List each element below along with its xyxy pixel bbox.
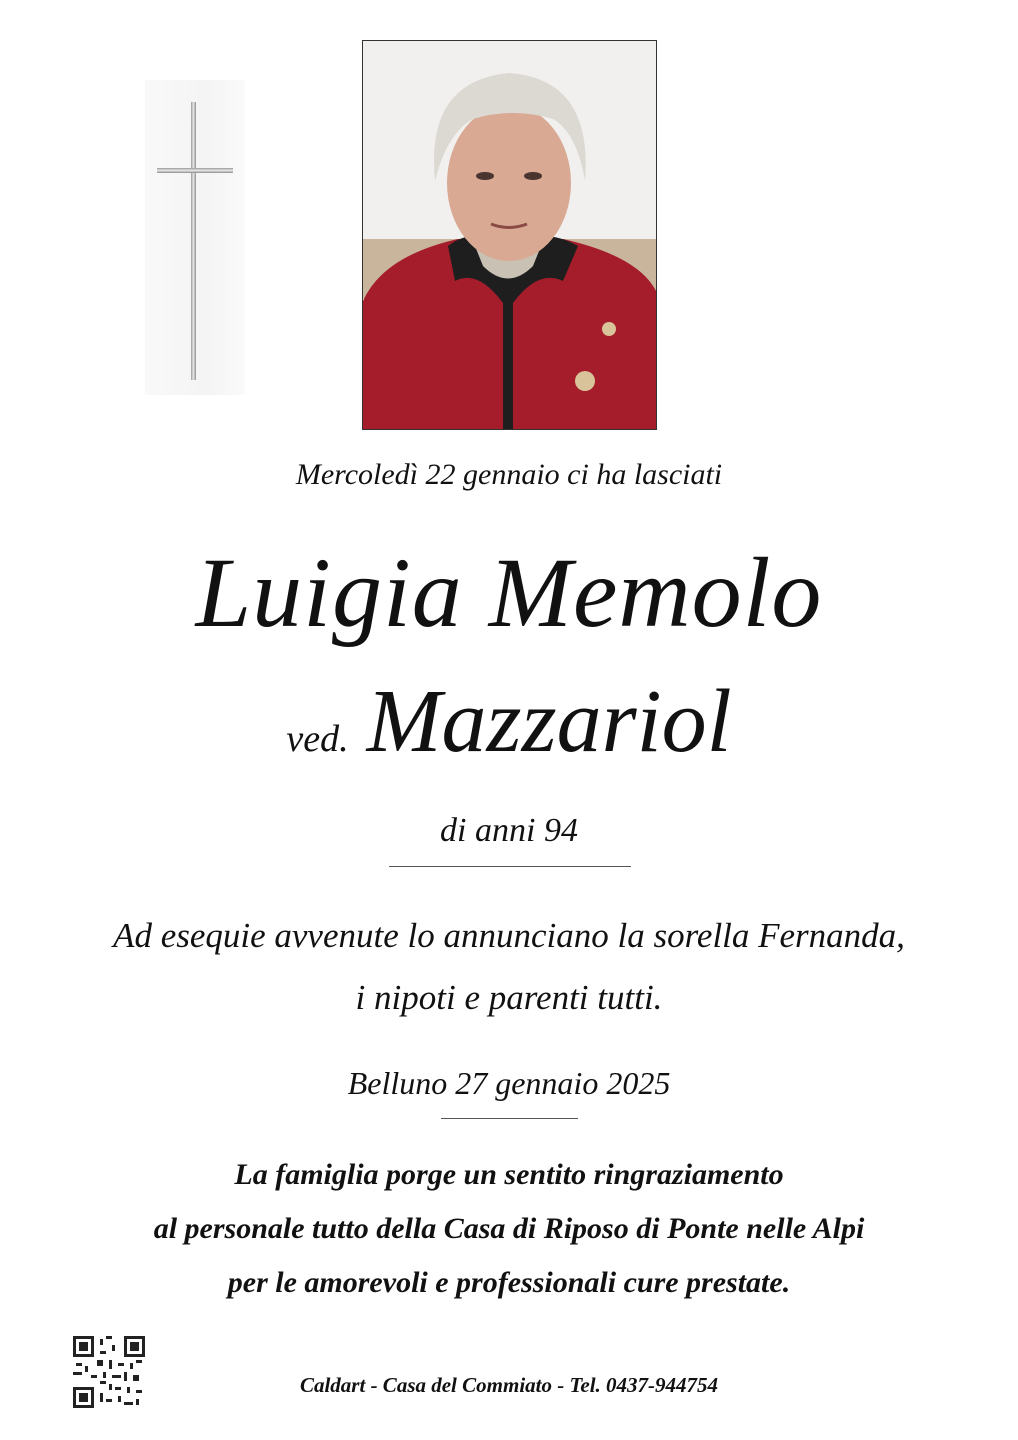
widow-prefix: ved. xyxy=(286,718,349,760)
divider xyxy=(441,1118,578,1119)
date-of-death: Mercoledì 22 gennaio ci ha lasciati xyxy=(295,458,723,491)
divider xyxy=(389,866,631,867)
thanks-line: La famiglia porge un sentito ringraziamento xyxy=(234,1158,784,1191)
age-line: di anni 94 xyxy=(440,812,578,849)
thanks-line: per le amorevoli e professionali cure prestate. xyxy=(227,1266,791,1299)
portrait-photo xyxy=(362,40,657,430)
funeral-home-footer: Caldart - Casa del Commiato - Tel. 0437-944754 xyxy=(299,1373,719,1397)
announcement xyxy=(0,905,1018,1029)
deceased-name: Luigia Memolo xyxy=(195,537,823,648)
married-name xyxy=(0,670,1018,773)
place-date: Belluno 27 gennaio 2025 xyxy=(347,1065,671,1101)
announcement-line: Ad esequie avvenute lo annunciano la sorella Fernanda, xyxy=(113,916,905,955)
cross-icon xyxy=(145,80,245,395)
thanks-line: al personale tutto della Casa di Riposo di Ponte nelle Alpi xyxy=(153,1212,865,1245)
thanks-message xyxy=(0,1148,1018,1310)
announcement-line: i nipoti e parenti tutti. xyxy=(355,978,663,1017)
married-surname: Mazzariol xyxy=(366,672,732,771)
